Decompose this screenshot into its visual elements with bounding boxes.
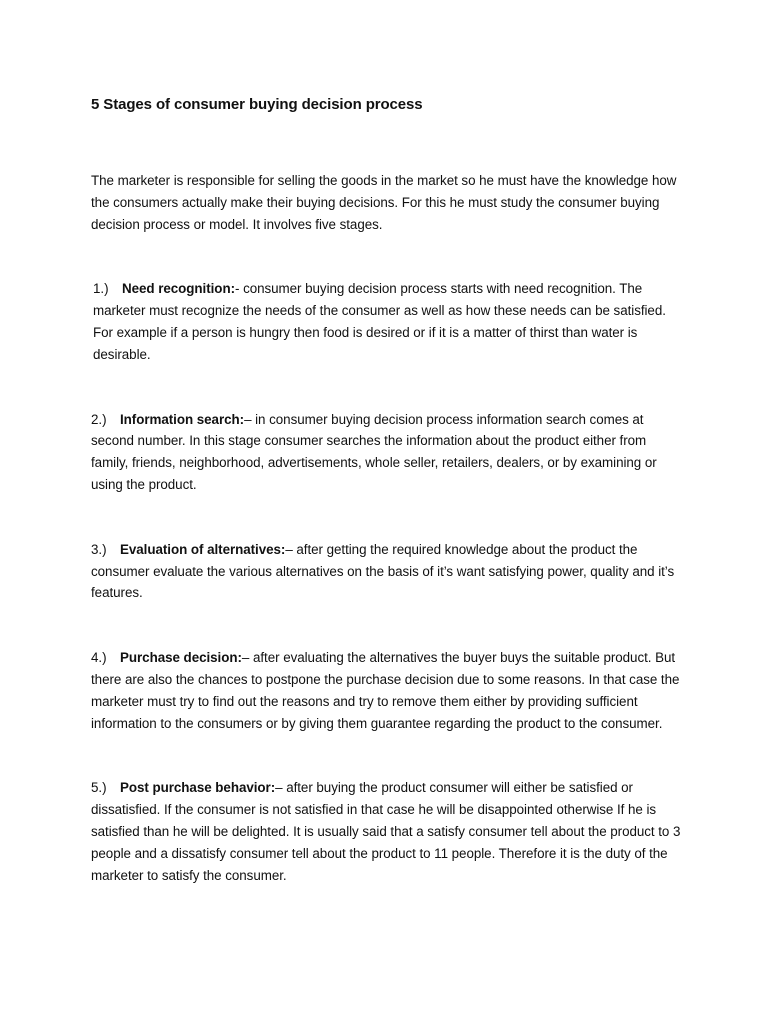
stage-2-text: – in consumer buying decision process information search comes at second number. In this stage consumer searches the information about the product either from family, friends, neighborhood, advertisements, whole seller, retailers, dealers, or by examining or using the product. (91, 411, 657, 492)
stage-2-number: 2.) (91, 411, 107, 427)
stage-5-term: Post purchase behavior: (120, 780, 276, 796)
stage-4-number: 4.) (91, 650, 107, 666)
stage-1-term: Need recognition: (122, 281, 235, 297)
stage-3-paragraph (91, 539, 681, 604)
stage-5-number: 5.) (91, 780, 107, 796)
stage-5-paragraph (91, 777, 681, 886)
stage-3-text: – after getting the required knowledge about the product the consumer evaluate the various alternatives on the basis of it’s want satisfying power, quality and it’s features. (91, 541, 675, 601)
stage-5-text: – after buying the product consumer will either be satisfied or dissatisfied. If the consumer is not satisfied in that case he will be disappointed otherwise If he is satisfied than he will be delighted. It is usually said that a satisfy consumer tell about the product to 3 people and a dissatisfy consumer tell about the product to 11 people. Therefore it is the duty of the marketer to satisfy the consumer. (91, 780, 681, 883)
stage-1-text: - consumer buying decision process starts with need recognition. The marketer must recognize the needs of the consumer as well as how these needs can be satisfied. For example if a person is hungry then food is desired or if it is a matter of thirst than water is desirable. (93, 281, 666, 362)
document-title: 5 Stages of consumer buying decision process (91, 96, 423, 113)
stage-4-term: Purchase decision: (120, 650, 242, 666)
document-body (91, 95, 681, 886)
intro-paragraph: The marketer is responsible for selling the goods in the market so he must have the knowledge how the consumers actually make their buying decisions. For this he must study the consumer buying decision process or model. It involves five stages. (91, 173, 677, 232)
stage-2-term: Information search: (120, 411, 245, 427)
stage-1-paragraph (91, 278, 681, 365)
stage-3-term: Evaluation of alternatives: (120, 541, 286, 557)
stage-1-number: 1.) (93, 281, 109, 297)
stage-3-number: 3.) (91, 541, 107, 557)
stage-4-text: – after evaluating the alternatives the buyer buys the suitable product. But there are also the chances to postpone the purchase decision due to some reasons. In that case the marketer must try to find out the reasons and try to remove them either by providing sufficient information to the consumers or by giving them guarantee regarding the product to the consumer. (91, 650, 680, 731)
stage-2-paragraph (91, 409, 681, 496)
stage-4-paragraph (91, 647, 681, 734)
